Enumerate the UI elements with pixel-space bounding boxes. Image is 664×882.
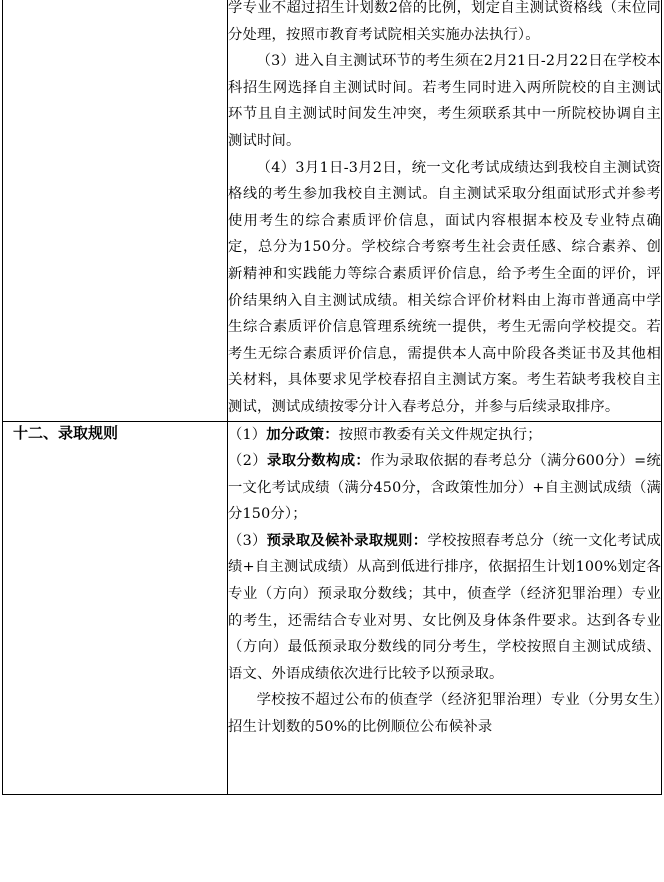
rule-item [228, 422, 661, 449]
row-label: 十二、录取规则 [13, 423, 119, 442]
admission-rules-table [2, 0, 662, 795]
rule-prefix: （1） [228, 426, 267, 443]
rule-item [228, 528, 661, 688]
row-content-cell [228, 0, 662, 421]
paragraph: （3）进入自主测试环节的考生须在2月21日-2月22日在学校本科招生网选择自主测试时间。若考生同时进入两所院校的自主测试环节且自主测试时间发生冲突，考生须联系其中一所院校协调自主测试时间。 [228, 53, 661, 149]
rule-text: 按照市教委有关文件规定执行； [338, 426, 542, 443]
rule-text: 学校按照春考总分（统一文化考试成绩+自主测试成绩）从高到低进行排序，依据招生计划100%划定各专业（方向）预录取分数线；其中，侦查学（经济犯罪治理）专业的考生，还需结合专业对男、女比例及身体条件要求。达到各专业（方向）最低预录取分数线的同分考生，学校按照自主测试成绩、语文、外语成绩依次进行比较予以预录取。 [228, 532, 662, 682]
row-label-cell [3, 0, 228, 421]
rule-title: 录取分数构成： [267, 453, 371, 470]
paragraph: 学专业不超过招生计划数2倍的比例，划定自主测试资格线（末位同分处理，按照市教育考试院相关实施办法执行）。 [228, 0, 661, 43]
rule-title: 预录取及候补录取规则： [266, 532, 428, 549]
table-row [3, 0, 662, 421]
rule-prefix: （2） [228, 453, 268, 470]
rule-title: 加分政策： [266, 426, 339, 443]
paragraph: 学校按不超过公布的侦查学（经济犯罪治理）专业（分男女生）招生计划数的50%的比例顺位公布候补录 [228, 692, 661, 736]
table-row [3, 421, 662, 794]
rule-prefix: （3） [228, 532, 267, 549]
rule-text: 作为录取依据的春考总分（满分600分）=统一文化考试成绩（满分450分，含政策性加分）+自主测试成绩（满分150分）； [228, 453, 661, 523]
row-label-cell [3, 421, 228, 794]
row-content-cell [228, 421, 662, 794]
rule-item [228, 448, 661, 528]
paragraph: （4）3月1日-3月2日，统一文化考试成绩达到我校自主测试资格线的考生参加我校自主测试。自主测试采取分组面试形式并参考使用考生的综合素质评价信息，面试内容根据本校及专业特点确定，总分为150分。学校综合考察考生社会责任感、综合素养、创新精神和实践能力等综合素质评价信息，给予考生全面的评价，评价结果纳入自主测试成绩。相关综合评价材料由上海市普通高中学生综合素质评价信息管理系统统一提供，考生无需向学校提交。若考生无综合素质评价信息，需提供本人高中阶段各类证书及其他相关材料，具体要求见学校春招自主测试方案。考生若缺考我校自主测试，测试成绩按零分计入春考总分，并参与后续录取排序。 [228, 159, 661, 415]
